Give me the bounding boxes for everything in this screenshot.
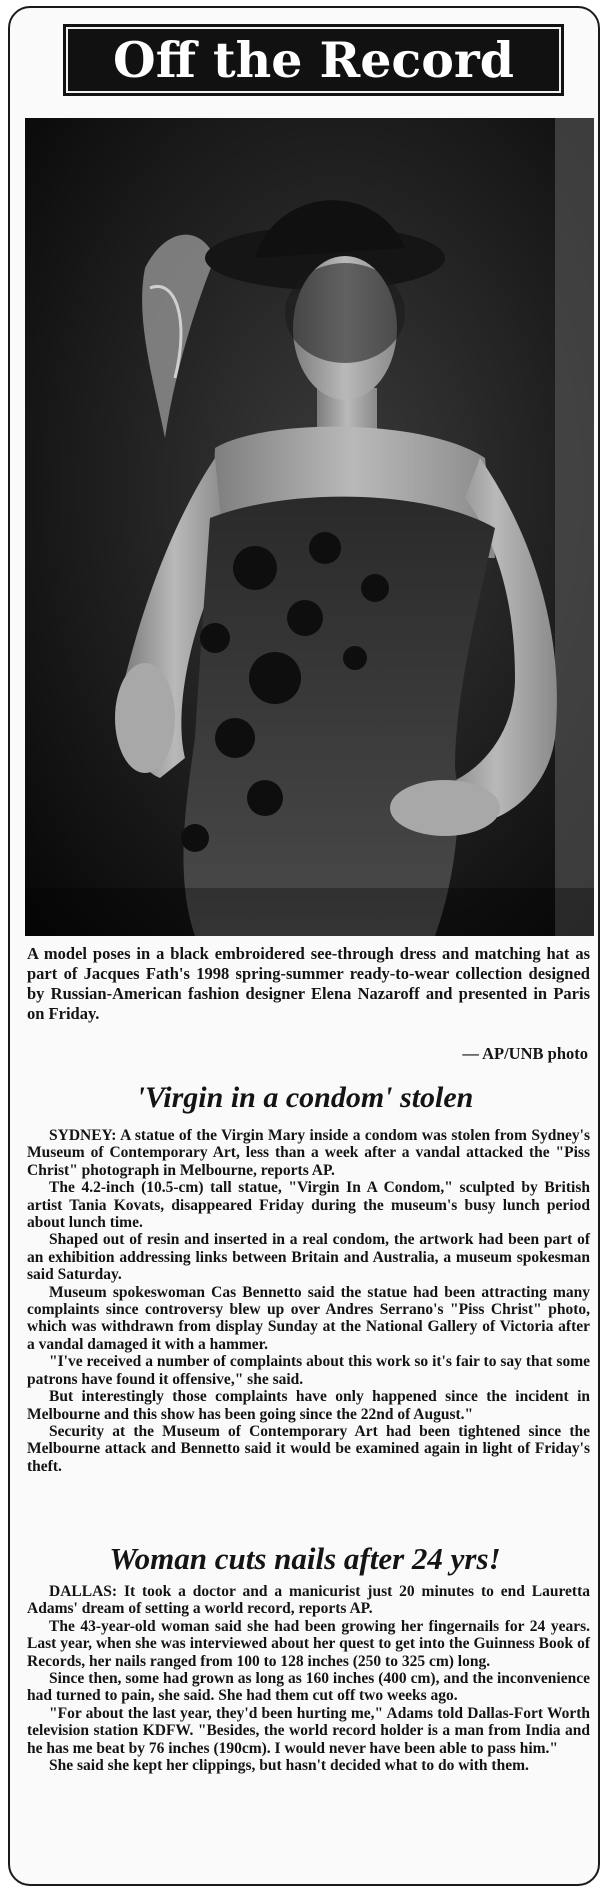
story-2-paragraph: DALLAS: It took a doctor and a manicurist just 20 minutes to end Lauretta Adams' dream of setting a world record, reports AP. <box>27 1583 591 1618</box>
fashion-model-photo <box>25 118 594 936</box>
photo-caption: A model poses in a black embroidered see-through dress and matching hat as part of Jacques Fath's 1998 spring-summer ready-to-wear collection designed by Russian-American fashion designer Elena Nazaroff and presented in Paris on Friday. <box>27 944 590 1023</box>
story-1-headline: 'Virgin in a condom' stolen <box>136 1081 474 1114</box>
story-2-body <box>27 1583 590 1774</box>
story-1-paragraph: But interestingly those complaints have only happened since the incident in Melbourne and this show has been going since the 22nd of August." <box>27 1388 590 1423</box>
story-1-paragraph: "I've received a number of complaints about this work so it's fair to say that some patrons have found it offensive," she said. <box>27 1353 590 1388</box>
news-photo <box>25 118 594 936</box>
story-2-paragraph: Since then, some had grown as long as 160 inches (400 cm), and the inconvenience had turned to pain, she said. She had them cut off two weeks ago. <box>27 1670 590 1705</box>
section-title: Off the Record <box>113 31 514 89</box>
story-2-headline: Woman cuts nails after 24 yrs! <box>109 1541 501 1576</box>
story-1-paragraph: Shaped out of resin and inserted in a real condom, the artwork had been part of an exhibition addressing links between Britain and Australia, a museum spokesman said Saturday. <box>27 1231 590 1284</box>
photo-credit: — AP/UNB photo <box>462 1044 588 1063</box>
story-2-paragraph: "For about the last year, they'd been hurting me," Adams told Dallas-Fort Worth television station KDFW. "Besides, the world record holder is a man from India and he has me beat by 76 inches (190cm). I would never have been able to pass him." <box>27 1704 590 1757</box>
story-1-dateline: SYDNEY: <box>49 1127 117 1144</box>
story-1-paragraph: The 4.2-inch (10.5-cm) tall statue, "Virgin In A Condom," sculpted by British artist Tania Kovats, disappeared Friday during the museum's busy lunch period about lunch time. <box>27 1179 590 1232</box>
section-banner <box>63 24 564 96</box>
story-1-body <box>27 1127 590 1475</box>
story-2-dateline: DALLAS: <box>49 1583 118 1600</box>
story-2-paragraph: The 43-year-old woman said she had been growing her fingernails for 24 years. Last year, when she was interviewed about her quest to get into the Guinness Book of Records, her nails ranged from 100 to 128 inches (250 to 325 cm) long. <box>27 1617 590 1670</box>
story-1-paragraph: SYDNEY: A statue of the Virgin Mary inside a condom was stolen from Sydney's Museum of Contemporary Art, less than a week after a vandal attacked the "Piss Christ" photograph in Melbourne, reports AP. <box>27 1127 590 1179</box>
story-2-paragraph: She said she kept her clippings, but hasn't decided what to do with them. <box>49 1757 529 1775</box>
story-1-paragraph: Museum spokeswoman Cas Bennetto said the statue had been attracting many complaints since controversy blew up over Andres Serrano's "Piss Christ" photo, which was withdrawn from display Sunday at the National Gallery of Victoria after a vandal damaged it with a hammer. <box>27 1283 590 1353</box>
story-1-paragraph: Security at the Museum of Contemporary Art had been tightened since the Melbourne attack and Bennetto said it would be examined again in light of Friday's theft. <box>27 1422 590 1475</box>
